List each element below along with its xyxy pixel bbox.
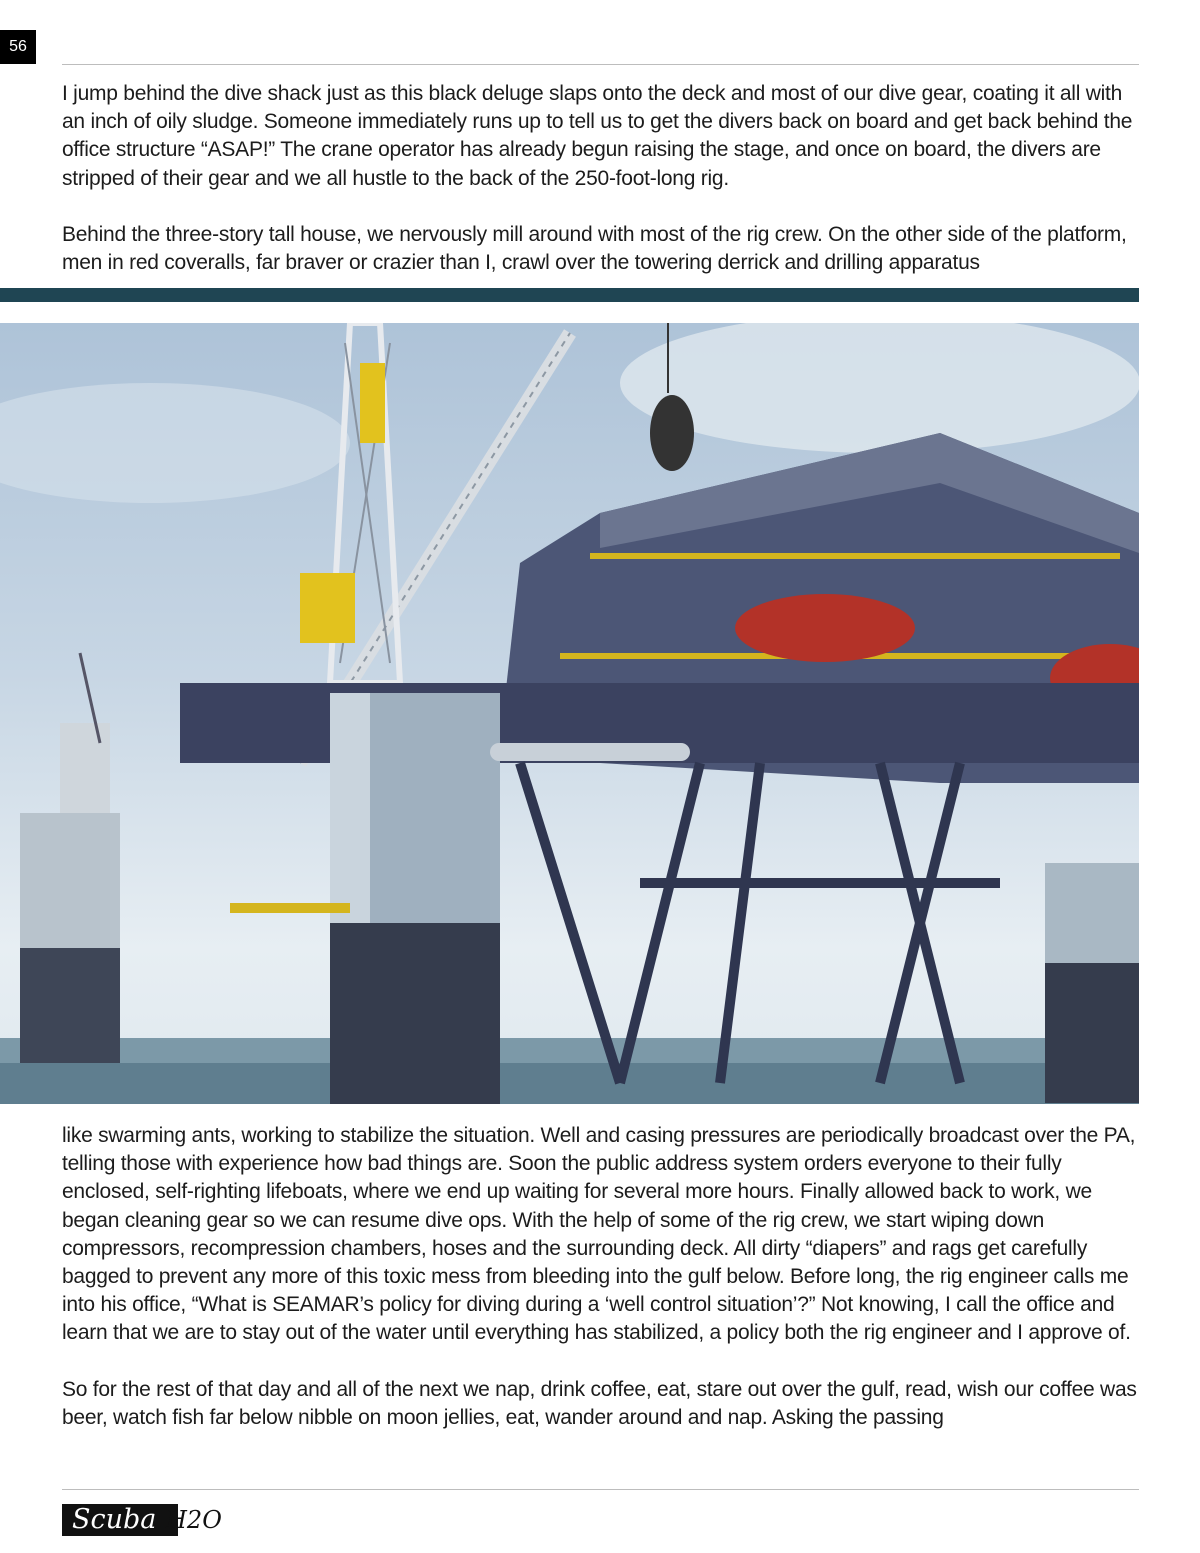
article-text-top <box>62 80 1139 277</box>
paragraph: Behind the three-story tall house, we nervously mill around with most of the rig crew. On the other side of the platform, men in red coveralls, far braver or crazier than I, crawl over the towering derrick and drilling apparatus <box>62 222 1127 275</box>
paragraph: I jump behind the dive shack just as this black deluge slaps onto the deck and most of our dive gear, coating it all with an inch of oily sludge. Someone immediately runs up to tell us to get the divers back on board and get back behind the office structure “ASAP!” The crane operator has already begun raising the stage, and once on board, the divers are stripped of their gear and we all hustle to the back of the 250-foot-long rig. <box>62 82 1133 190</box>
paragraph: So for the rest of that day and all of the next we nap, drink coffee, eat, stare out over the gulf, read, wish our coffee was beer, watch fish far below nibble on moon jellies, eat, wander around and nap. Asking the passing <box>62 1377 1137 1429</box>
magazine-logo <box>62 1504 322 1540</box>
section-band <box>0 288 1139 302</box>
page-number: 56 <box>0 30 36 64</box>
paragraph: like swarming ants, working to stabilize the situation. Well and casing pressures are periodically broadcast over the PA, telling those with experience how bad things are. Soon the public address system orders everyone to their fully enclosed, self-righting lifeboats, where we end up waiting for several more hours. Finally allowed back to work, we began cleaning gear so we can resume dive ops. With the help of some of the rig crew, we start wiping down compressors, recompression chambers, hoses and the surrounding deck. All dirty “diapers” and rags get carefully bagged to prevent any more of this toxic mess from bleeding into the gulf below. Before long, the rig engineer calls me into his office, “What is SEAMAR’s policy for diving during a ‘well control situation’?” Not knowing, I call the office and learn that we are to stay out of the water until everything has stabilized, a policy both the rig engineer and I approve of. <box>62 1124 1136 1345</box>
logo-scuba: Scuba <box>62 1504 178 1536</box>
logo-h2o: H2O <box>166 1506 222 1534</box>
article-text-bottom <box>62 1122 1139 1432</box>
oil-rig-photo <box>0 323 1139 1104</box>
bottom-divider <box>62 1489 1139 1490</box>
top-divider <box>62 64 1139 65</box>
